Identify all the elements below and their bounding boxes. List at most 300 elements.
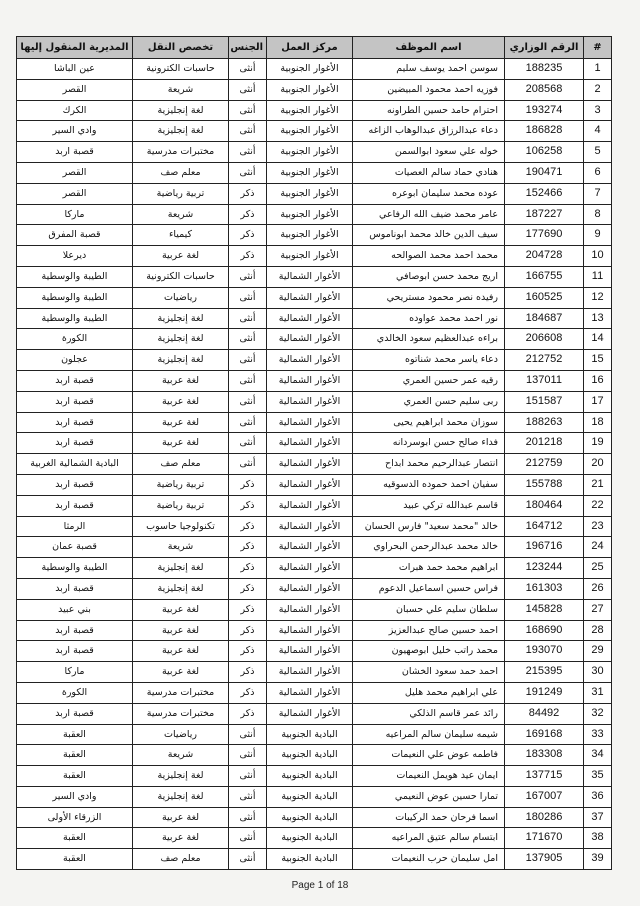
table-row xyxy=(17,703,612,724)
work-center-cell: الأغوار الشمالية xyxy=(267,662,353,683)
transfer-specialty-cell: تربية رياضية xyxy=(133,183,229,204)
ministry-number-cell: 160525 xyxy=(505,287,584,308)
employee-name-cell: فاطمه عوض علي النعيمات xyxy=(353,745,505,766)
transfer-specialty-cell: لغة عربية xyxy=(133,391,229,412)
employee-name-cell: ابراهيم محمد حمد هبرات xyxy=(353,558,505,579)
transfer-specialty-cell: لغة عربية xyxy=(133,662,229,683)
table-row xyxy=(17,641,612,662)
gender-cell: أنثى xyxy=(229,100,267,121)
employee-name-cell: دعاء عبدالرزاق عبدالوهاب الزاغه xyxy=(353,121,505,142)
gender-cell: أنثى xyxy=(229,142,267,163)
transfer-specialty-cell: لغة عربية xyxy=(133,370,229,391)
work-center-cell: البادية الجنوبية xyxy=(267,807,353,828)
ministry-number-cell: 123244 xyxy=(505,558,584,579)
row-number-cell: 23 xyxy=(584,516,612,537)
transfer-specialty-cell: لغة إنجليزية xyxy=(133,100,229,121)
target-directorate-cell: البادية الشمالية الغربية xyxy=(17,454,133,475)
gender-cell: أنثى xyxy=(229,849,267,870)
transfer-specialty-cell: شريعة xyxy=(133,537,229,558)
target-directorate-cell: ماركا xyxy=(17,204,133,225)
target-directorate-cell: قصبة عمان xyxy=(17,537,133,558)
row-number-cell: 20 xyxy=(584,454,612,475)
transfer-specialty-cell: معلم صف xyxy=(133,162,229,183)
gender-cell: ذكر xyxy=(229,662,267,683)
gender-cell: أنثى xyxy=(229,786,267,807)
ministry-number-cell: 152466 xyxy=(505,183,584,204)
employee-name-cell: قاسم عبدالله تركي عبيد xyxy=(353,495,505,516)
ministry-number-cell: 212752 xyxy=(505,350,584,371)
transfer-specialty-cell: لغة إنجليزية xyxy=(133,558,229,579)
col-header-ministry-no: الرقم الوزاري xyxy=(505,37,584,59)
transfer-specialty-cell: تربية رياضية xyxy=(133,474,229,495)
transfer-specialty-cell: لغة عربية xyxy=(133,246,229,267)
row-number-cell: 39 xyxy=(584,849,612,870)
table-row xyxy=(17,121,612,142)
transfer-specialty-cell: لغة إنجليزية xyxy=(133,350,229,371)
table-row xyxy=(17,786,612,807)
ministry-number-cell: 171670 xyxy=(505,828,584,849)
employee-name-cell: فراس حسين اسماعيل الدعوم xyxy=(353,578,505,599)
gender-cell: أنثى xyxy=(229,287,267,308)
employee-name-cell: اسما فرحان حمد الركيبات xyxy=(353,807,505,828)
row-number-cell: 9 xyxy=(584,225,612,246)
gender-cell: أنثى xyxy=(229,724,267,745)
work-center-cell: الأغوار الشمالية xyxy=(267,370,353,391)
work-center-cell: الأغوار الشمالية xyxy=(267,266,353,287)
target-directorate-cell: الطيبة والوسطية xyxy=(17,558,133,579)
target-directorate-cell: عجلون xyxy=(17,350,133,371)
work-center-cell: الأغوار الشمالية xyxy=(267,329,353,350)
row-number-cell: 17 xyxy=(584,391,612,412)
table-row xyxy=(17,495,612,516)
transfer-specialty-cell: شريعة xyxy=(133,79,229,100)
employee-name-cell: رفيده نصر محمود مستريحي xyxy=(353,287,505,308)
table-row xyxy=(17,516,612,537)
work-center-cell: الأغوار الشمالية xyxy=(267,599,353,620)
table-row xyxy=(17,558,612,579)
target-directorate-cell: العقبة xyxy=(17,766,133,787)
work-center-cell: البادية الجنوبية xyxy=(267,745,353,766)
target-directorate-cell: الرمثا xyxy=(17,516,133,537)
employee-name-cell: ابتسام سالم عتيق المراعيه xyxy=(353,828,505,849)
ministry-number-cell: 137715 xyxy=(505,766,584,787)
table-row xyxy=(17,433,612,454)
target-directorate-cell: قصبة اربد xyxy=(17,703,133,724)
target-directorate-cell: العقبة xyxy=(17,849,133,870)
transfer-specialty-cell: لغة إنجليزية xyxy=(133,578,229,599)
target-directorate-cell: القصر xyxy=(17,162,133,183)
transfer-specialty-cell: مختبرات مدرسية xyxy=(133,142,229,163)
table-row xyxy=(17,849,612,870)
transfer-specialty-cell: معلم صف xyxy=(133,849,229,870)
transfer-specialty-cell: تربية رياضية xyxy=(133,495,229,516)
col-header-gender: الجنس xyxy=(229,37,267,59)
row-number-cell: 5 xyxy=(584,142,612,163)
employee-name-cell: امل سليمان حرب النعيمات xyxy=(353,849,505,870)
employee-name-cell: احمد حسين صالح عبدالعزيز xyxy=(353,620,505,641)
target-directorate-cell: قصبة اربد xyxy=(17,391,133,412)
col-header-work-center: مركز العمل xyxy=(267,37,353,59)
row-number-cell: 10 xyxy=(584,246,612,267)
gender-cell: ذكر xyxy=(229,246,267,267)
gender-cell: أنثى xyxy=(229,370,267,391)
transfer-specialty-cell: لغة عربية xyxy=(133,433,229,454)
ministry-number-cell: 206608 xyxy=(505,329,584,350)
employee-name-cell: عامر محمد ضيف الله الرفاعي xyxy=(353,204,505,225)
target-directorate-cell: قصبة اربد xyxy=(17,578,133,599)
gender-cell: ذكر xyxy=(229,183,267,204)
row-number-cell: 34 xyxy=(584,745,612,766)
ministry-number-cell: 188263 xyxy=(505,412,584,433)
employee-name-cell: خالد "محمد سعيد" فارس الحسان xyxy=(353,516,505,537)
employee-name-cell: محمد احمد محمد الصوالحه xyxy=(353,246,505,267)
table-row xyxy=(17,162,612,183)
row-number-cell: 13 xyxy=(584,308,612,329)
work-center-cell: الأغوار الشمالية xyxy=(267,641,353,662)
gender-cell: أنثى xyxy=(229,266,267,287)
table-row xyxy=(17,225,612,246)
header-row xyxy=(17,37,612,59)
row-number-cell: 29 xyxy=(584,641,612,662)
table-row xyxy=(17,662,612,683)
employee-name-cell: نور احمد محمد عواوده xyxy=(353,308,505,329)
table-row xyxy=(17,724,612,745)
transfer-specialty-cell: كيمياء xyxy=(133,225,229,246)
ministry-number-cell: 184687 xyxy=(505,308,584,329)
employee-name-cell: علي ابراهيم محمد هليل xyxy=(353,682,505,703)
target-directorate-cell: الكورة xyxy=(17,329,133,350)
table-row xyxy=(17,454,612,475)
transfer-table xyxy=(16,36,612,870)
target-directorate-cell: العقبة xyxy=(17,828,133,849)
work-center-cell: الأغوار الشمالية xyxy=(267,495,353,516)
work-center-cell: الأغوار الجنوبية xyxy=(267,79,353,100)
work-center-cell: الأغوار الشمالية xyxy=(267,412,353,433)
row-number-cell: 15 xyxy=(584,350,612,371)
employee-name-cell: انتصار عبدالرحيم محمد ابداح xyxy=(353,454,505,475)
table-row xyxy=(17,578,612,599)
employee-name-cell: محمد راتب خليل ابوصهيون xyxy=(353,641,505,662)
target-directorate-cell: الكورة xyxy=(17,682,133,703)
target-directorate-cell: عين الباشا xyxy=(17,59,133,80)
table-body xyxy=(17,59,612,870)
row-number-cell: 19 xyxy=(584,433,612,454)
row-number-cell: 31 xyxy=(584,682,612,703)
ministry-number-cell: 183308 xyxy=(505,745,584,766)
row-number-cell: 27 xyxy=(584,599,612,620)
transfer-specialty-cell: لغة عربية xyxy=(133,828,229,849)
table-row xyxy=(17,204,612,225)
target-directorate-cell: وادي السير xyxy=(17,786,133,807)
table-row xyxy=(17,620,612,641)
row-number-cell: 32 xyxy=(584,703,612,724)
table-row xyxy=(17,287,612,308)
target-directorate-cell: الزرقاء الأولى xyxy=(17,807,133,828)
employee-name-cell: فوزيه احمد محمود المبيضين xyxy=(353,79,505,100)
employee-name-cell: براءه عبدالعظيم سعود الخالدي xyxy=(353,329,505,350)
target-directorate-cell: الطيبة والوسطية xyxy=(17,287,133,308)
ministry-number-cell: 155788 xyxy=(505,474,584,495)
gender-cell: ذكر xyxy=(229,558,267,579)
row-number-cell: 1 xyxy=(584,59,612,80)
table-row xyxy=(17,682,612,703)
work-center-cell: الأغوار الجنوبية xyxy=(267,100,353,121)
employee-name-cell: احترام حامد حسين الطراونه xyxy=(353,100,505,121)
gender-cell: ذكر xyxy=(229,495,267,516)
ministry-number-cell: 204728 xyxy=(505,246,584,267)
target-directorate-cell: قصبة اربد xyxy=(17,474,133,495)
table-row xyxy=(17,766,612,787)
gender-cell: أنثى xyxy=(229,412,267,433)
col-header-name: اسم الموظف xyxy=(353,37,505,59)
gender-cell: ذكر xyxy=(229,474,267,495)
row-number-cell: 6 xyxy=(584,162,612,183)
table-row xyxy=(17,79,612,100)
target-directorate-cell: القصر xyxy=(17,79,133,100)
work-center-cell: الأغوار الشمالية xyxy=(267,308,353,329)
row-number-cell: 2 xyxy=(584,79,612,100)
transfer-specialty-cell: لغة عربية xyxy=(133,807,229,828)
row-number-cell: 25 xyxy=(584,558,612,579)
employee-name-cell: خوله علي سعود ابوالسمن xyxy=(353,142,505,163)
gender-cell: أنثى xyxy=(229,121,267,142)
employee-name-cell: احمد حمد سعود الخشان xyxy=(353,662,505,683)
employee-name-cell: اريج محمد حسن ابوصافي xyxy=(353,266,505,287)
employee-name-cell: ايمان عيد هويمل النعيمات xyxy=(353,766,505,787)
target-directorate-cell: الكرك xyxy=(17,100,133,121)
ministry-number-cell: 167007 xyxy=(505,786,584,807)
ministry-number-cell: 164712 xyxy=(505,516,584,537)
employee-name-cell: سوسن احمد يوسف سليم xyxy=(353,59,505,80)
work-center-cell: الأغوار الجنوبية xyxy=(267,246,353,267)
row-number-cell: 4 xyxy=(584,121,612,142)
gender-cell: أنثى xyxy=(229,433,267,454)
transfer-specialty-cell: لغة إنجليزية xyxy=(133,308,229,329)
ministry-number-cell: 180464 xyxy=(505,495,584,516)
col-header-specialty: تخصص النقل xyxy=(133,37,229,59)
employee-name-cell: سيف الدين خالد محمد ابوناموس xyxy=(353,225,505,246)
ministry-number-cell: 137011 xyxy=(505,370,584,391)
table-row xyxy=(17,370,612,391)
gender-cell: ذكر xyxy=(229,204,267,225)
transfer-specialty-cell: رياضيات xyxy=(133,287,229,308)
page-footer: Page 1 of 18 xyxy=(291,880,349,891)
target-directorate-cell: وادي السير xyxy=(17,121,133,142)
row-number-cell: 24 xyxy=(584,537,612,558)
work-center-cell: الأغوار الشمالية xyxy=(267,391,353,412)
transfer-specialty-cell: لغة عربية xyxy=(133,599,229,620)
employee-name-cell: خالد محمد عبدالرحمن البحراوي xyxy=(353,537,505,558)
gender-cell: ذكر xyxy=(229,641,267,662)
target-directorate-cell: ماركا xyxy=(17,662,133,683)
transfer-specialty-cell: لغة إنجليزية xyxy=(133,766,229,787)
work-center-cell: البادية الجنوبية xyxy=(267,828,353,849)
table-row xyxy=(17,266,612,287)
gender-cell: أنثى xyxy=(229,79,267,100)
work-center-cell: الأغوار الشمالية xyxy=(267,578,353,599)
gender-cell: ذكر xyxy=(229,703,267,724)
ministry-number-cell: 186828 xyxy=(505,121,584,142)
table-header xyxy=(17,37,612,59)
ministry-number-cell: 212759 xyxy=(505,454,584,475)
col-header-num: # xyxy=(584,37,612,59)
row-number-cell: 8 xyxy=(584,204,612,225)
target-directorate-cell: قصبة اربد xyxy=(17,412,133,433)
work-center-cell: الأغوار الشمالية xyxy=(267,558,353,579)
gender-cell: أنثى xyxy=(229,308,267,329)
employee-name-cell: تمارا حسين عوض النعيمي xyxy=(353,786,505,807)
table-row xyxy=(17,745,612,766)
target-directorate-cell: قصبة اربد xyxy=(17,370,133,391)
row-number-cell: 22 xyxy=(584,495,612,516)
work-center-cell: الأغوار الشمالية xyxy=(267,287,353,308)
employee-name-cell: فداء صالح حسن ابوسردانه xyxy=(353,433,505,454)
ministry-number-cell: 106258 xyxy=(505,142,584,163)
table-row xyxy=(17,142,612,163)
work-center-cell: الأغوار الجنوبية xyxy=(267,121,353,142)
work-center-cell: البادية الجنوبية xyxy=(267,766,353,787)
ministry-number-cell: 166755 xyxy=(505,266,584,287)
work-center-cell: الأغوار الجنوبية xyxy=(267,162,353,183)
col-header-target: المديرية المنقول إليها xyxy=(17,37,133,59)
transfer-specialty-cell: حاسبات الكترونية xyxy=(133,59,229,80)
row-number-cell: 14 xyxy=(584,329,612,350)
table-row xyxy=(17,308,612,329)
work-center-cell: الأغوار الشمالية xyxy=(267,703,353,724)
target-directorate-cell: بني عبيد xyxy=(17,599,133,620)
work-center-cell: الأغوار الجنوبية xyxy=(267,59,353,80)
table-row xyxy=(17,329,612,350)
table-row xyxy=(17,599,612,620)
work-center-cell: الأغوار الشمالية xyxy=(267,620,353,641)
employee-name-cell: سوزان محمد ابراهيم يحيى xyxy=(353,412,505,433)
row-number-cell: 3 xyxy=(584,100,612,121)
transfer-specialty-cell: حاسبات الكترونية xyxy=(133,266,229,287)
gender-cell: أنثى xyxy=(229,391,267,412)
gender-cell: أنثى xyxy=(229,766,267,787)
gender-cell: أنثى xyxy=(229,828,267,849)
transfer-specialty-cell: معلم صف xyxy=(133,454,229,475)
transfer-specialty-cell: شريعة xyxy=(133,204,229,225)
table-row xyxy=(17,350,612,371)
gender-cell: أنثى xyxy=(229,350,267,371)
row-number-cell: 36 xyxy=(584,786,612,807)
table-row xyxy=(17,59,612,80)
gender-cell: أنثى xyxy=(229,162,267,183)
ministry-number-cell: 208568 xyxy=(505,79,584,100)
gender-cell: ذكر xyxy=(229,599,267,620)
employee-name-cell: ربى سليم حسن العمري xyxy=(353,391,505,412)
ministry-number-cell: 151587 xyxy=(505,391,584,412)
work-center-cell: الأغوار الشمالية xyxy=(267,454,353,475)
target-directorate-cell: الطيبة والوسطية xyxy=(17,308,133,329)
target-directorate-cell: قصبة اربد xyxy=(17,641,133,662)
employee-name-cell: رقيه عمر حسين العمري xyxy=(353,370,505,391)
row-number-cell: 33 xyxy=(584,724,612,745)
gender-cell: ذكر xyxy=(229,620,267,641)
row-number-cell: 37 xyxy=(584,807,612,828)
gender-cell: أنثى xyxy=(229,329,267,350)
row-number-cell: 7 xyxy=(584,183,612,204)
work-center-cell: الأغوار الشمالية xyxy=(267,433,353,454)
target-directorate-cell: قصبة المفرق xyxy=(17,225,133,246)
gender-cell: ذكر xyxy=(229,537,267,558)
ministry-number-cell: 169168 xyxy=(505,724,584,745)
row-number-cell: 28 xyxy=(584,620,612,641)
row-number-cell: 21 xyxy=(584,474,612,495)
transfer-specialty-cell: لغة إنجليزية xyxy=(133,121,229,142)
ministry-number-cell: 188235 xyxy=(505,59,584,80)
ministry-number-cell: 84492 xyxy=(505,703,584,724)
table-row xyxy=(17,100,612,121)
row-number-cell: 26 xyxy=(584,578,612,599)
work-center-cell: الأغوار الشمالية xyxy=(267,350,353,371)
employee-name-cell: عوده محمد سليمان ابوعره xyxy=(353,183,505,204)
row-number-cell: 30 xyxy=(584,662,612,683)
work-center-cell: الأغوار الجنوبية xyxy=(267,142,353,163)
ministry-number-cell: 190471 xyxy=(505,162,584,183)
work-center-cell: الأغوار الجنوبية xyxy=(267,183,353,204)
target-directorate-cell: القصر xyxy=(17,183,133,204)
transfer-specialty-cell: لغة عربية xyxy=(133,620,229,641)
employee-name-cell: هنادي حماد سالم العصيات xyxy=(353,162,505,183)
row-number-cell: 38 xyxy=(584,828,612,849)
work-center-cell: الأغوار الشمالية xyxy=(267,537,353,558)
work-center-cell: الأغوار الجنوبية xyxy=(267,204,353,225)
table-row xyxy=(17,828,612,849)
gender-cell: ذكر xyxy=(229,516,267,537)
table-row xyxy=(17,183,612,204)
ministry-number-cell: 137905 xyxy=(505,849,584,870)
transfer-specialty-cell: مختبرات مدرسية xyxy=(133,682,229,703)
target-directorate-cell: ديرعلا xyxy=(17,246,133,267)
target-directorate-cell: قصبة اربد xyxy=(17,142,133,163)
gender-cell: أنثى xyxy=(229,454,267,475)
row-number-cell: 11 xyxy=(584,266,612,287)
transfer-specialty-cell: لغة إنجليزية xyxy=(133,329,229,350)
table-row xyxy=(17,807,612,828)
transfer-specialty-cell: رياضيات xyxy=(133,724,229,745)
ministry-number-cell: 193070 xyxy=(505,641,584,662)
employee-name-cell: سلطان سليم علي حسبان xyxy=(353,599,505,620)
transfer-specialty-cell: لغة عربية xyxy=(133,641,229,662)
ministry-number-cell: 161303 xyxy=(505,578,584,599)
row-number-cell: 12 xyxy=(584,287,612,308)
ministry-number-cell: 177690 xyxy=(505,225,584,246)
work-center-cell: الأغوار الجنوبية xyxy=(267,225,353,246)
ministry-number-cell: 145828 xyxy=(505,599,584,620)
ministry-number-cell: 215395 xyxy=(505,662,584,683)
transfer-specialty-cell: لغة عربية xyxy=(133,412,229,433)
gender-cell: ذكر xyxy=(229,578,267,599)
work-center-cell: الأغوار الشمالية xyxy=(267,682,353,703)
row-number-cell: 35 xyxy=(584,766,612,787)
gender-cell: أنثى xyxy=(229,59,267,80)
employee-name-cell: سفيان احمد حموده الدسوقيه xyxy=(353,474,505,495)
table-row xyxy=(17,246,612,267)
table-row xyxy=(17,537,612,558)
row-number-cell: 18 xyxy=(584,412,612,433)
ministry-number-cell: 193274 xyxy=(505,100,584,121)
target-directorate-cell: الطيبة والوسطية xyxy=(17,266,133,287)
gender-cell: أنثى xyxy=(229,745,267,766)
target-directorate-cell: قصبة اربد xyxy=(17,495,133,516)
ministry-number-cell: 196716 xyxy=(505,537,584,558)
table-row xyxy=(17,474,612,495)
transfer-specialty-cell: شريعة xyxy=(133,745,229,766)
employee-name-cell: شيمه سليمان سالم المراعيه xyxy=(353,724,505,745)
target-directorate-cell: قصبة اربد xyxy=(17,620,133,641)
